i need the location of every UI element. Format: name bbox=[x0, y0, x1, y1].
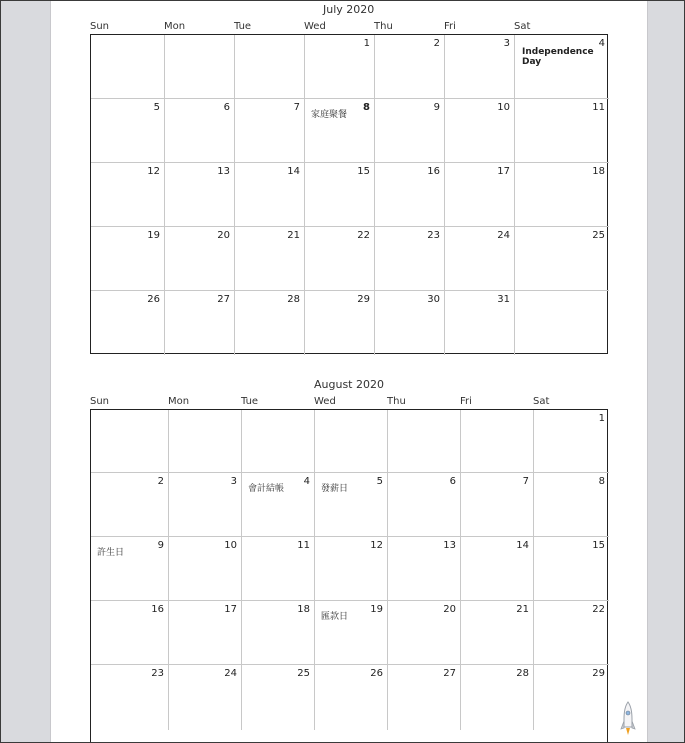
day-cell[interactable] bbox=[91, 665, 169, 730]
day-number: 15 bbox=[357, 166, 370, 177]
day-cell[interactable] bbox=[91, 163, 165, 227]
day-number: 20 bbox=[217, 230, 230, 241]
day-cell[interactable] bbox=[165, 227, 235, 291]
weekday-header-thu: Thu bbox=[374, 21, 393, 32]
day-cell[interactable] bbox=[305, 35, 375, 99]
day-cell[interactable] bbox=[169, 537, 242, 601]
day-number: 22 bbox=[357, 230, 370, 241]
day-cell[interactable] bbox=[305, 99, 375, 163]
day-number: 23 bbox=[427, 230, 440, 241]
day-number: 24 bbox=[497, 230, 510, 241]
day-number: 27 bbox=[443, 668, 456, 679]
day-cell[interactable] bbox=[534, 601, 609, 665]
empty-day-cell bbox=[91, 410, 169, 473]
day-cell[interactable] bbox=[445, 99, 515, 163]
day-number: 18 bbox=[592, 166, 605, 177]
day-number: 13 bbox=[217, 166, 230, 177]
day-number: 19 bbox=[370, 604, 383, 615]
empty-day-cell bbox=[388, 410, 461, 473]
day-number: 14 bbox=[287, 166, 300, 177]
empty-day-cell bbox=[461, 410, 534, 473]
day-number: 16 bbox=[427, 166, 440, 177]
day-number: 9 bbox=[433, 102, 440, 113]
day-cell[interactable] bbox=[515, 163, 609, 227]
weekday-header-sun: Sun bbox=[90, 396, 110, 407]
day-number: 6 bbox=[449, 476, 456, 487]
day-number: 11 bbox=[592, 102, 605, 113]
event-label[interactable]: Independence Day bbox=[522, 47, 594, 67]
day-cell[interactable] bbox=[445, 163, 515, 227]
day-cell[interactable] bbox=[534, 537, 609, 601]
day-cell[interactable] bbox=[375, 227, 445, 291]
day-cell[interactable] bbox=[91, 537, 169, 601]
day-cell[interactable] bbox=[235, 99, 305, 163]
day-number: 4 bbox=[303, 476, 310, 487]
day-cell[interactable] bbox=[375, 163, 445, 227]
day-cell[interactable] bbox=[91, 601, 169, 665]
day-number: 10 bbox=[497, 102, 510, 113]
day-number: 26 bbox=[370, 668, 383, 679]
day-cell[interactable] bbox=[375, 35, 445, 99]
empty-day-cell bbox=[515, 291, 609, 355]
day-cell[interactable] bbox=[169, 473, 242, 537]
day-number: 11 bbox=[297, 540, 310, 551]
day-number: 13 bbox=[443, 540, 456, 551]
weekday-header-wed: Wed bbox=[304, 21, 326, 32]
day-number: 9 bbox=[157, 540, 164, 551]
day-number: 23 bbox=[151, 668, 164, 679]
day-cell[interactable] bbox=[242, 473, 315, 537]
day-cell[interactable] bbox=[91, 291, 165, 355]
day-cell[interactable] bbox=[315, 473, 388, 537]
weekday-header-thu: Thu bbox=[387, 396, 406, 407]
day-number: 15 bbox=[592, 540, 605, 551]
day-cell[interactable] bbox=[461, 473, 534, 537]
day-cell[interactable] bbox=[461, 601, 534, 665]
day-cell[interactable] bbox=[315, 601, 388, 665]
day-cell[interactable] bbox=[534, 473, 609, 537]
calendar-grid bbox=[90, 34, 608, 354]
day-number: 1 bbox=[598, 413, 605, 424]
calendar-grid bbox=[90, 409, 608, 743]
day-number: 6 bbox=[223, 102, 230, 113]
day-number: 29 bbox=[357, 294, 370, 305]
day-cell[interactable] bbox=[388, 473, 461, 537]
day-cell[interactable] bbox=[305, 163, 375, 227]
day-number: 10 bbox=[224, 540, 237, 551]
weekday-header-tue: Tue bbox=[241, 396, 259, 407]
day-number: 7 bbox=[522, 476, 529, 487]
event-label[interactable]: 匯款日 bbox=[321, 612, 349, 622]
day-cell[interactable] bbox=[388, 665, 461, 730]
weekday-header-fri: Fri bbox=[444, 21, 456, 32]
day-cell[interactable] bbox=[235, 291, 305, 355]
day-number: 25 bbox=[592, 230, 605, 241]
day-cell[interactable] bbox=[515, 227, 609, 291]
day-cell[interactable] bbox=[388, 537, 461, 601]
day-number: 14 bbox=[516, 540, 529, 551]
day-cell[interactable] bbox=[165, 163, 235, 227]
day-cell[interactable] bbox=[388, 601, 461, 665]
day-cell[interactable] bbox=[165, 291, 235, 355]
event-label[interactable]: 發薪日 bbox=[321, 484, 349, 494]
day-cell[interactable] bbox=[375, 99, 445, 163]
day-number: 28 bbox=[516, 668, 529, 679]
day-number: 4 bbox=[598, 38, 605, 49]
weekday-header-sat: Sat bbox=[514, 21, 531, 32]
day-number: 2 bbox=[157, 476, 164, 487]
day-cell[interactable] bbox=[445, 227, 515, 291]
day-cell[interactable] bbox=[315, 665, 388, 730]
day-cell[interactable] bbox=[91, 227, 165, 291]
day-number: 5 bbox=[376, 476, 383, 487]
day-number: 19 bbox=[147, 230, 160, 241]
day-number: 8 bbox=[363, 102, 370, 113]
day-number: 31 bbox=[497, 294, 510, 305]
day-cell[interactable] bbox=[534, 410, 609, 473]
day-cell[interactable] bbox=[242, 665, 315, 730]
day-number: 24 bbox=[224, 668, 237, 679]
calendar-title: July 2020 bbox=[323, 3, 375, 16]
day-cell[interactable] bbox=[375, 291, 445, 355]
day-cell[interactable] bbox=[515, 99, 609, 163]
day-number: 2 bbox=[433, 38, 440, 49]
day-cell[interactable] bbox=[534, 665, 609, 730]
day-number: 21 bbox=[287, 230, 300, 241]
event-label[interactable]: 許生日 bbox=[97, 548, 125, 558]
day-number: 5 bbox=[153, 102, 160, 113]
day-cell[interactable] bbox=[235, 163, 305, 227]
event-label[interactable]: 家庭聚餐 bbox=[311, 110, 348, 120]
day-number: 7 bbox=[293, 102, 300, 113]
day-number: 3 bbox=[230, 476, 237, 487]
day-number: 29 bbox=[592, 668, 605, 679]
day-number: 28 bbox=[287, 294, 300, 305]
day-number: 20 bbox=[443, 604, 456, 615]
day-cell[interactable] bbox=[461, 537, 534, 601]
empty-day-cell bbox=[165, 35, 235, 99]
day-number: 16 bbox=[151, 604, 164, 615]
rocket-icon[interactable] bbox=[620, 701, 636, 737]
day-cell[interactable] bbox=[461, 665, 534, 730]
empty-day-cell bbox=[235, 35, 305, 99]
day-number: 25 bbox=[297, 668, 310, 679]
day-cell[interactable] bbox=[169, 665, 242, 730]
day-number: 22 bbox=[592, 604, 605, 615]
event-label[interactable]: 會計結帳 bbox=[248, 484, 285, 494]
weekday-header-fri: Fri bbox=[460, 396, 472, 407]
weekday-header-tue: Tue bbox=[234, 21, 252, 32]
day-cell[interactable] bbox=[515, 35, 609, 99]
day-number: 17 bbox=[224, 604, 237, 615]
day-number: 1 bbox=[363, 38, 370, 49]
weekday-header-mon: Mon bbox=[168, 396, 190, 407]
day-cell[interactable] bbox=[169, 601, 242, 665]
day-number: 12 bbox=[370, 540, 383, 551]
day-number: 8 bbox=[598, 476, 605, 487]
day-cell[interactable] bbox=[91, 99, 165, 163]
day-cell[interactable] bbox=[305, 227, 375, 291]
day-number: 27 bbox=[217, 294, 230, 305]
day-cell[interactable] bbox=[445, 35, 515, 99]
day-number: 3 bbox=[503, 38, 510, 49]
day-cell[interactable] bbox=[242, 601, 315, 665]
empty-day-cell bbox=[242, 410, 315, 473]
day-number: 12 bbox=[147, 166, 160, 177]
weekday-header-sat: Sat bbox=[533, 396, 550, 407]
day-number: 18 bbox=[297, 604, 310, 615]
weekday-header-mon: Mon bbox=[164, 21, 186, 32]
day-cell[interactable] bbox=[242, 537, 315, 601]
weekday-header-wed: Wed bbox=[314, 396, 336, 407]
day-cell[interactable] bbox=[91, 473, 169, 537]
empty-day-cell bbox=[315, 410, 388, 473]
empty-day-cell bbox=[91, 35, 165, 99]
day-cell[interactable] bbox=[315, 537, 388, 601]
weekday-header-sun: Sun bbox=[90, 21, 110, 32]
day-cell[interactable] bbox=[235, 227, 305, 291]
day-number: 21 bbox=[516, 604, 529, 615]
day-cell[interactable] bbox=[305, 291, 375, 355]
day-cell[interactable] bbox=[445, 291, 515, 355]
day-number: 30 bbox=[427, 294, 440, 305]
calendar-title: August 2020 bbox=[314, 378, 384, 391]
empty-day-cell bbox=[169, 410, 242, 473]
day-number: 17 bbox=[497, 166, 510, 177]
day-cell[interactable] bbox=[165, 99, 235, 163]
day-number: 26 bbox=[147, 294, 160, 305]
